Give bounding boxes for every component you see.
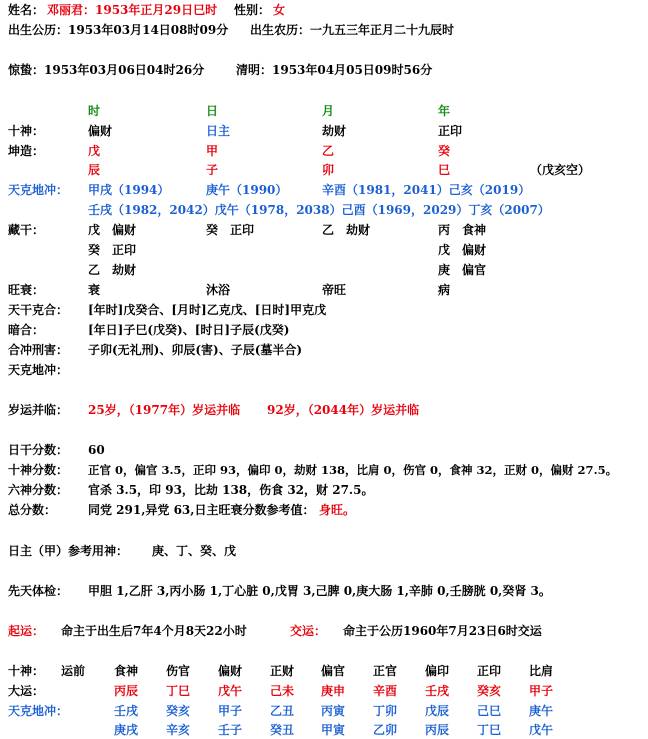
dayun-shishen-2: 伤官 xyxy=(166,664,191,678)
canggan-shi-2: 癸 正印 xyxy=(88,243,137,257)
dayun-tkdc-a-8: 己巳 xyxy=(477,704,502,718)
canggan-nian-2: 戊 偏财 xyxy=(438,243,487,257)
dayun-tkdc-a-7: 戊辰 xyxy=(425,704,450,718)
jiaoyun-label: 交运： xyxy=(290,624,327,638)
qiyun-value: 命主于出生后7年4个月8天22小时 xyxy=(61,624,247,638)
pillar-header-nian: 年 xyxy=(438,104,451,118)
dayun-tkdc-a-9: 庚午 xyxy=(529,704,554,718)
tiangan-label: 天干克合： xyxy=(8,303,69,317)
dayun-pillar-3: 戊午 xyxy=(218,684,243,698)
kunzao-label: 坤造： xyxy=(8,144,45,158)
dayun-shishen-8: 正印 xyxy=(477,664,502,678)
shishen-score-label: 十神分数： xyxy=(8,463,69,477)
dayun-pillar-2: 丁巳 xyxy=(166,684,191,698)
canggan-nian-3: 庚 偏官 xyxy=(438,263,487,277)
tkdc2-label: 天克地冲： xyxy=(8,363,69,377)
dayun-shishen-9: 比肩 xyxy=(529,664,554,678)
gender-label: 性别： xyxy=(234,3,271,17)
anhe-label: 暗合： xyxy=(8,323,45,337)
dayun-shishen-label: 十神： xyxy=(8,664,45,678)
suiyun-value-2: 92岁，（2044年）岁运并临 xyxy=(267,403,420,417)
wangshuai-label: 旺衰： xyxy=(8,283,45,297)
dayun-tkdc-a-1: 壬戌 xyxy=(114,704,139,718)
stem-yue: 乙 xyxy=(322,144,335,158)
dayun-tkdc-a-5: 丙寅 xyxy=(321,704,346,718)
dayun-pillar-8: 癸亥 xyxy=(477,684,502,698)
pillar-header-yue: 月 xyxy=(322,104,335,118)
total-value: 同党 291,异党 63,日主旺衰分数参考值： xyxy=(88,503,315,517)
tkdc-label: 天克地冲： xyxy=(8,183,69,197)
total-label: 总分数： xyxy=(8,503,57,517)
canggan-ri-1: 癸 正印 xyxy=(206,223,255,237)
shishen-shi: 偏财 xyxy=(88,124,113,138)
dayun-pillar-7: 壬戌 xyxy=(425,684,450,698)
branch-yue: 卯 xyxy=(322,163,335,177)
tkdc-ri: 庚午（1990） xyxy=(206,183,288,197)
qiyun-label: 起运： xyxy=(8,624,45,638)
shishen-label: 十神： xyxy=(8,124,45,138)
suiyun-label: 岁运并临： xyxy=(8,403,69,417)
shishen-score-value: 正官 0，偏官 3.5，正印 93，偏印 0，劫财 138，比肩 0，伤官 0，食神 32，正财 0，偏财 27.5。 xyxy=(88,463,618,477)
dayun-tkdc-b-2: 辛亥 xyxy=(166,723,191,737)
tiangan-value: [年时]戊癸合、[月时]乙克戊、[日时]甲克戊 xyxy=(88,303,327,317)
dayun-shishen-6: 正官 xyxy=(373,664,398,678)
shishen-nian: 正印 xyxy=(438,124,463,138)
dayun-tkdc-b-3: 壬子 xyxy=(218,723,243,737)
dayun-tkdc-b-9: 戊午 xyxy=(529,723,554,737)
rigan-value: 60 xyxy=(88,443,105,457)
solar-birth: 出生公历：1953年03月14日08时09分 xyxy=(8,23,229,37)
tkdc-shi: 甲戌（1994） xyxy=(88,183,170,197)
wangshuai-shi: 衰 xyxy=(88,283,101,297)
dayun-tkdc-a-3: 甲子 xyxy=(218,704,243,718)
dayun-tkdc-label: 天克地冲： xyxy=(8,704,69,718)
dayun-shishen-4: 正财 xyxy=(270,664,295,678)
name-label: 姓名： xyxy=(8,3,45,17)
dayun-tkdc-b-5: 甲寅 xyxy=(321,723,346,737)
stem-ri: 甲 xyxy=(206,144,219,158)
canggan-shi-3: 乙 劫财 xyxy=(88,263,137,277)
dayun-pillar-6: 辛酉 xyxy=(373,684,398,698)
branch-shi: 辰 xyxy=(88,163,101,177)
dayun-pillar-5: 庚申 xyxy=(321,684,346,698)
dayun-shishen-0: 运前 xyxy=(61,664,86,678)
dayun-tkdc-b-1: 庚戌 xyxy=(114,723,139,737)
dayun-tkdc-b-4: 癸丑 xyxy=(270,723,295,737)
dayun-tkdc-a-6: 丁卯 xyxy=(373,704,398,718)
dayun-tkdc-b-8: 丁巳 xyxy=(477,723,502,737)
dayun-pillar-9: 甲子 xyxy=(529,684,554,698)
jingzhe: 惊蛰：1953年03月06日04时26分 xyxy=(8,63,205,77)
stem-shi: 戊 xyxy=(88,144,101,158)
tijian-value: 甲胆 1,乙肝 3,丙小肠 1,丁心脏 0,戊胃 3,己脾 0,庚大肠 1,辛肺 0,壬膀胱 0,癸肾 3。 xyxy=(88,584,551,598)
jiaoyun-value: 命主于公历1960年7月23日6时交运 xyxy=(343,624,542,638)
liushen-value: 官杀 3.5，印 93，比劫 138，伤食 32，财 27.5。 xyxy=(88,483,374,497)
lunar-birth: 出生农历：一九五三年正月二十九辰时 xyxy=(250,23,455,37)
stem-nian: 癸 xyxy=(438,144,451,158)
tkdc-yue-nian: 辛酉（1981，2041）己亥（2019） xyxy=(322,183,531,197)
branch-ri: 子 xyxy=(206,163,219,177)
wangshuai-yue: 帝旺 xyxy=(322,283,347,297)
shishen-yue: 劫财 xyxy=(322,124,347,138)
dayun-tkdc-a-2: 癸亥 xyxy=(166,704,191,718)
hechong-value: 子卯(无礼刑)、卯辰(害)、子辰(墓半合) xyxy=(88,343,303,357)
dayun-label: 大运： xyxy=(8,684,45,698)
dayun-shishen-3: 偏财 xyxy=(218,664,243,678)
dayun-tkdc-b-7: 丙辰 xyxy=(425,723,450,737)
canggan-shi-1: 戊 偏财 xyxy=(88,223,137,237)
dayun-shishen-1: 食神 xyxy=(114,664,139,678)
canggan-yue-1: 乙 劫财 xyxy=(322,223,371,237)
suiyun-value-1: 25岁，（1977年）岁运并临 xyxy=(88,403,241,417)
pillar-header-shi: 时 xyxy=(88,104,101,118)
liushen-label: 六神分数： xyxy=(8,483,69,497)
hechong-label: 合冲刑害： xyxy=(8,343,69,357)
canggan-nian-1: 丙 食神 xyxy=(438,223,487,237)
yongshen-value: 庚、丁、癸、戊 xyxy=(152,544,237,558)
total-result: 身旺。 xyxy=(319,503,356,517)
dayun-tkdc-b-6: 乙卯 xyxy=(373,723,398,737)
branch-nian: 巳 xyxy=(438,163,451,177)
dayun-shishen-7: 偏印 xyxy=(425,664,450,678)
shishen-ri: 日主 xyxy=(206,124,231,138)
dayun-pillar-4: 己未 xyxy=(270,684,295,698)
kongwang: （戊亥空） xyxy=(530,163,591,177)
dayun-pillar-1: 丙辰 xyxy=(114,684,139,698)
pillar-header-ri: 日 xyxy=(206,104,219,118)
rigan-label: 日干分数： xyxy=(8,443,69,457)
wangshuai-nian: 病 xyxy=(438,283,451,297)
wangshuai-ri: 沐浴 xyxy=(206,283,231,297)
dayun-tkdc-a-4: 乙丑 xyxy=(270,704,295,718)
qingming: 清明：1953年04月05日09时56分 xyxy=(236,63,433,77)
anhe-value: [年日]子巳(戊癸)、[时日]子辰(戊癸) xyxy=(88,323,290,337)
dayun-shishen-5: 偏官 xyxy=(321,664,346,678)
tkdc-row2: 壬戌（1982，2042）戊午（1978，2038）己酉（1969，2029）丁亥（2007） xyxy=(88,203,550,217)
tijian-label: 先天体检： xyxy=(8,584,69,598)
yongshen-label: 日主（甲）参考用神： xyxy=(8,544,129,558)
canggan-label: 藏干： xyxy=(8,223,45,237)
name-value: 邓丽君：1953年正月29日巳时 xyxy=(47,3,218,17)
gender-value: 女 xyxy=(273,3,286,17)
